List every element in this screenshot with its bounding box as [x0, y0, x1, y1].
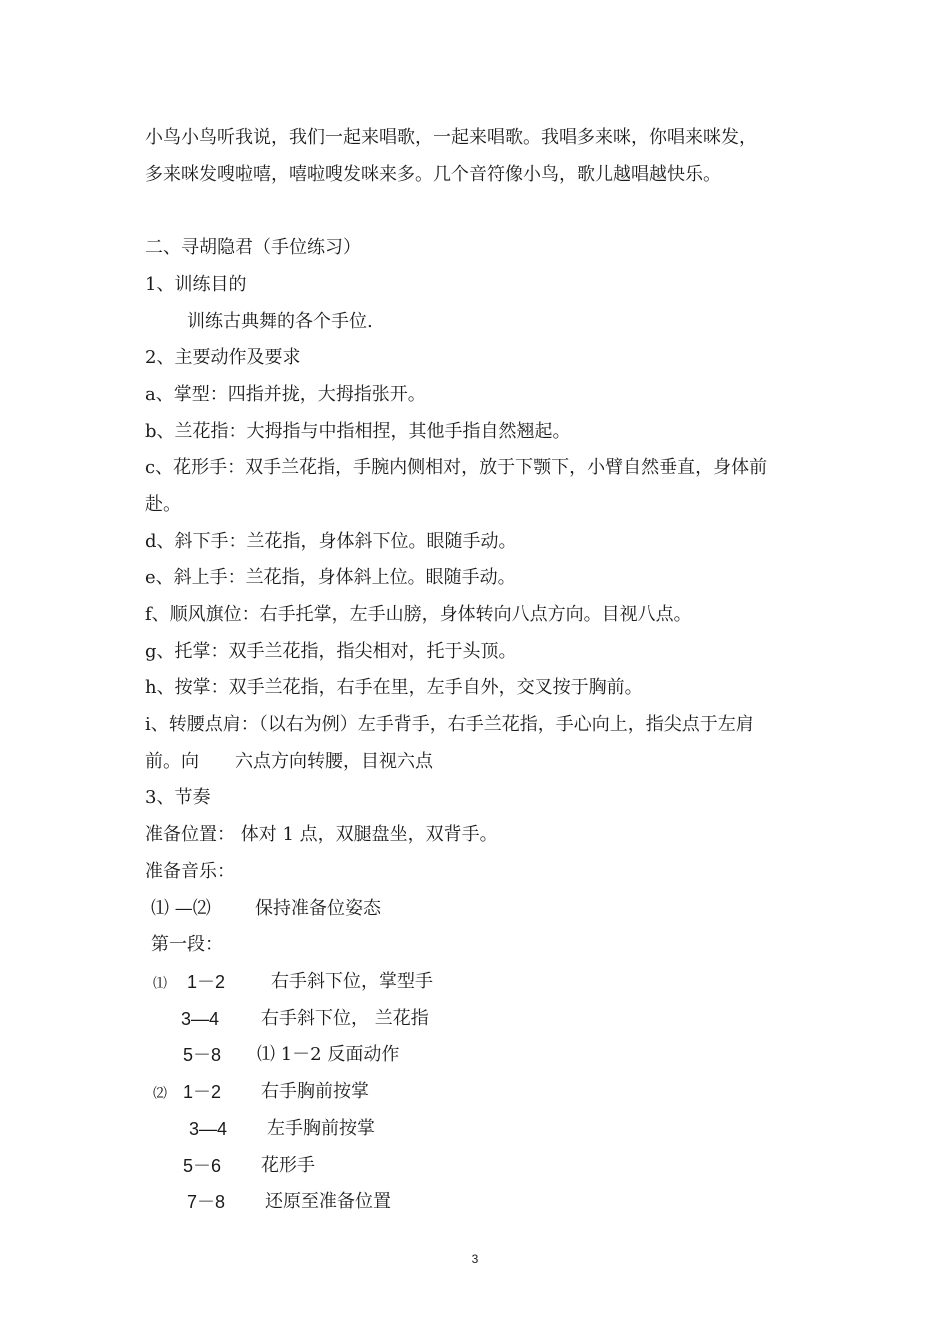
prep-step-text: 保持准备位姿态: [255, 898, 381, 919]
part1-row-text: 左手胸前按掌: [267, 1118, 375, 1139]
prep-music: 准备音乐：: [145, 861, 235, 882]
part1-row-count: 5－8: [183, 1045, 222, 1065]
lyrics-line-2: 多来咪发嗖啦嘻，嘻啦嗖发咪来多。几个音符像小鸟，歌儿越唱越快乐。: [145, 164, 721, 185]
action-item-i-cont: 前。向 六点方向转腰，目视六点: [145, 751, 433, 772]
action-item-f: f、顺风旗位：右手托掌，左手山膀，身体转向八点方向。目视八点。: [145, 604, 692, 625]
action-item-d: d、斜下手：兰花指，身体斜下位。眼随手动。: [145, 531, 517, 552]
action-item-e: e、斜上手：兰花指，身体斜上位。眼随手动。: [145, 567, 516, 588]
part1-row-mark: ⑴: [153, 976, 167, 992]
action-item-c: c、花形手：双手兰花指，手腕内侧相对，放于下颚下，小臂自然垂直，身体前: [145, 457, 768, 478]
part1-row-text: ⑴ 1－2 反面动作: [257, 1044, 400, 1065]
actions-heading: 2、主要动作及要求: [145, 347, 301, 368]
section-title: 二、寻胡隐君（手位练习）: [145, 237, 361, 258]
rhythm-heading: 3、节奏: [145, 787, 211, 808]
part1-row-count: 1－2: [187, 972, 226, 992]
action-item-g: g、托掌：双手兰花指，指尖相对，托于头顶。: [145, 641, 517, 662]
action-item-h: h、按掌：双手兰花指，右手在里，左手自外，交叉按于胸前。: [145, 677, 643, 698]
page-number: 3: [471, 1252, 479, 1266]
goal-text: 训练古典舞的各个手位.: [187, 311, 373, 332]
goal-heading: 1、训练目的: [145, 274, 247, 295]
part1-row-count: 3—4: [189, 1119, 228, 1139]
part1-row-text: 花形手: [261, 1155, 315, 1176]
action-item-a: a、掌型：四指并拢，大拇指张开。: [145, 384, 426, 405]
part1-row-text: 右手斜下位， 兰花指: [261, 1008, 429, 1029]
part1-row-text: 还原至准备位置: [265, 1191, 391, 1212]
prep-position: 准备位置： 体对 1 点，双腿盘坐，双背手。: [145, 824, 498, 845]
part1-row-count: 1－2: [183, 1082, 222, 1102]
part1-row-count: 7－8: [187, 1192, 226, 1212]
part1-row-mark: ⑵: [153, 1086, 167, 1102]
action-item-b: b、兰花指：大拇指与中指相捏，其他手指自然翘起。: [145, 421, 571, 442]
part1-row-text: 右手胸前按掌: [261, 1081, 369, 1102]
part1-row-count: 5－6: [183, 1156, 222, 1176]
action-item-c-cont: 赴。: [145, 494, 181, 515]
lyrics-line-1: 小鸟小鸟听我说，我们一起来唱歌，一起来唱歌。我唱多来咪，你唱来咪发，: [145, 127, 757, 148]
part1-row-text: 右手斜下位，掌型手: [271, 971, 433, 992]
prep-step-count: ⑴ —⑵: [151, 898, 211, 919]
action-item-i: i、转腰点肩：（以右为例）左手背手，右手兰花指，手心向上，指尖点于左肩: [145, 714, 754, 735]
part1-row-count: 3—4: [181, 1009, 220, 1029]
part1-title: 第一段：: [151, 934, 223, 955]
